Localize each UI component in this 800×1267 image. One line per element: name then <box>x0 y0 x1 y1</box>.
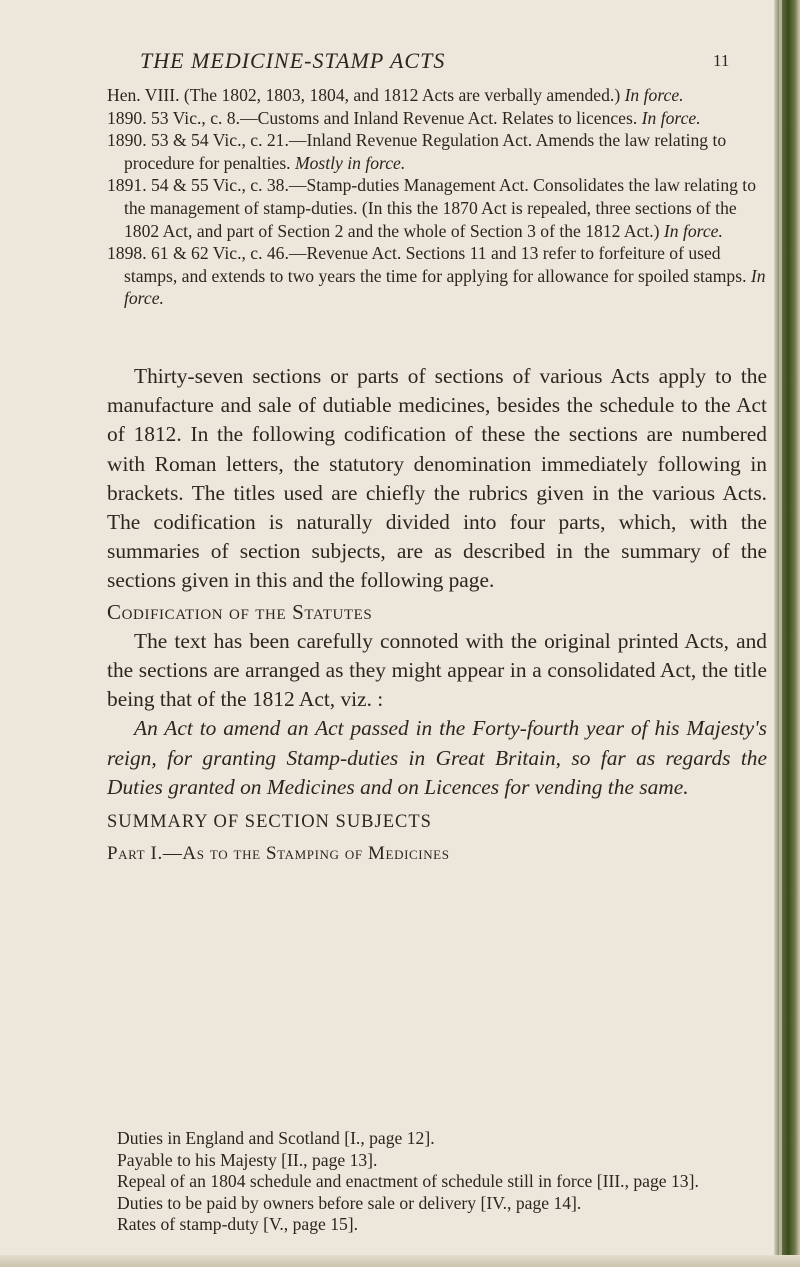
act-entry-text: 1891. 54 & 55 Vic., c. 38.—Stamp-duties Management Act. Consolidates the law relating to the management of stamp-duties. (In this the 1870 Act is repealed, three sections of the 1802 Act, and part of Section 2 and the whole of Section 3 of the 1812 Act.) <box>107 175 756 241</box>
act-status: In force. <box>663 220 723 241</box>
act-status: In force. <box>124 265 766 309</box>
act-entry <box>107 174 767 242</box>
page-header <box>0 48 770 78</box>
act-entry <box>107 107 767 130</box>
summary-item: Repeal of an 1804 schedule and enactment of schedule still in force [III., page 13]. <box>117 1171 699 1191</box>
running-title: THE MEDICINE-STAMP ACTS <box>140 48 446 73</box>
act-entry <box>107 129 767 174</box>
book-spine-edge <box>774 0 800 1267</box>
act-entry-text: 1890. 53 Vic., c. 8.—Customs and Inland Revenue Act. Relates to licences. <box>107 107 642 128</box>
codification-paragraph: The text has been carefully connoted with the original printed Acts, and the sections are arranged as they might appear in a consolidated Act, the title being that of the 1812 Act, viz. : <box>107 628 767 712</box>
body-text <box>107 362 767 868</box>
acts-list <box>107 84 767 310</box>
act-entry-text: Hen. VIII. (The 1802, 1803, 1804, and 1812 Acts are verbally amended.) <box>107 85 625 105</box>
act-entry-text: 1890. 53 & 54 Vic., c. 21.—Inland Revenue Regulation Act. Amends the law relating to procedure for penalties. <box>107 130 727 173</box>
page-number: 11 <box>713 51 730 70</box>
act-status: In force. <box>641 107 701 128</box>
act-entry <box>107 84 767 107</box>
summary-item: Duties in England and Scotland [I., page 12]. <box>117 1128 435 1148</box>
codification-heading: Codification of the Statutes <box>107 599 373 624</box>
intro-paragraph: Thirty-seven sections or parts of sections of various Acts apply to the manufacture and sale of dutiable medicines, besides the schedule to the Act of 1812. In the following codification of these the sections are numbered with Roman letters, the statutory denomination immediately following in brackets. The titles used are chiefly the rubrics given in the various Acts. The codification is naturally divided into four parts, which, with the summaries of section subjects, are as described in the summary of the sections given in this and the following page. <box>107 364 767 593</box>
summary-item: Payable to his Majesty [II., page 13]. <box>117 1149 378 1170</box>
summary-heading: SUMMARY OF SECTION SUBJECTS <box>107 812 432 833</box>
summary-list <box>117 1128 767 1236</box>
act-entry-text: 1898. 61 & 62 Vic., c. 46.—Revenue Act. Sections 11 and 13 refer to forfeiture of used stamps, and extends to two years the time for applying for allowance for spoiled stamps. <box>107 243 751 286</box>
summary-item: Rates of stamp-duty [V., page 15]. <box>117 1214 359 1234</box>
act-entry <box>107 242 767 310</box>
page-bottom-edge <box>0 1255 800 1267</box>
act-status: In force. <box>624 85 684 105</box>
part-heading: Part I.—As to the Stamping of Medicines <box>107 843 450 865</box>
summary-item: Duties to be paid by owners before sale or delivery [IV., page 14]. <box>117 1192 582 1213</box>
act-status: Mostly in force. <box>294 152 406 173</box>
act-title: An Act to amend an Act passed in the Forty-fourth year of his Majesty's reign, for granting Stamp-duties in Great Britain, so far as regards the Duties granted on Medicines and on Licences for vending the same. <box>107 716 767 799</box>
